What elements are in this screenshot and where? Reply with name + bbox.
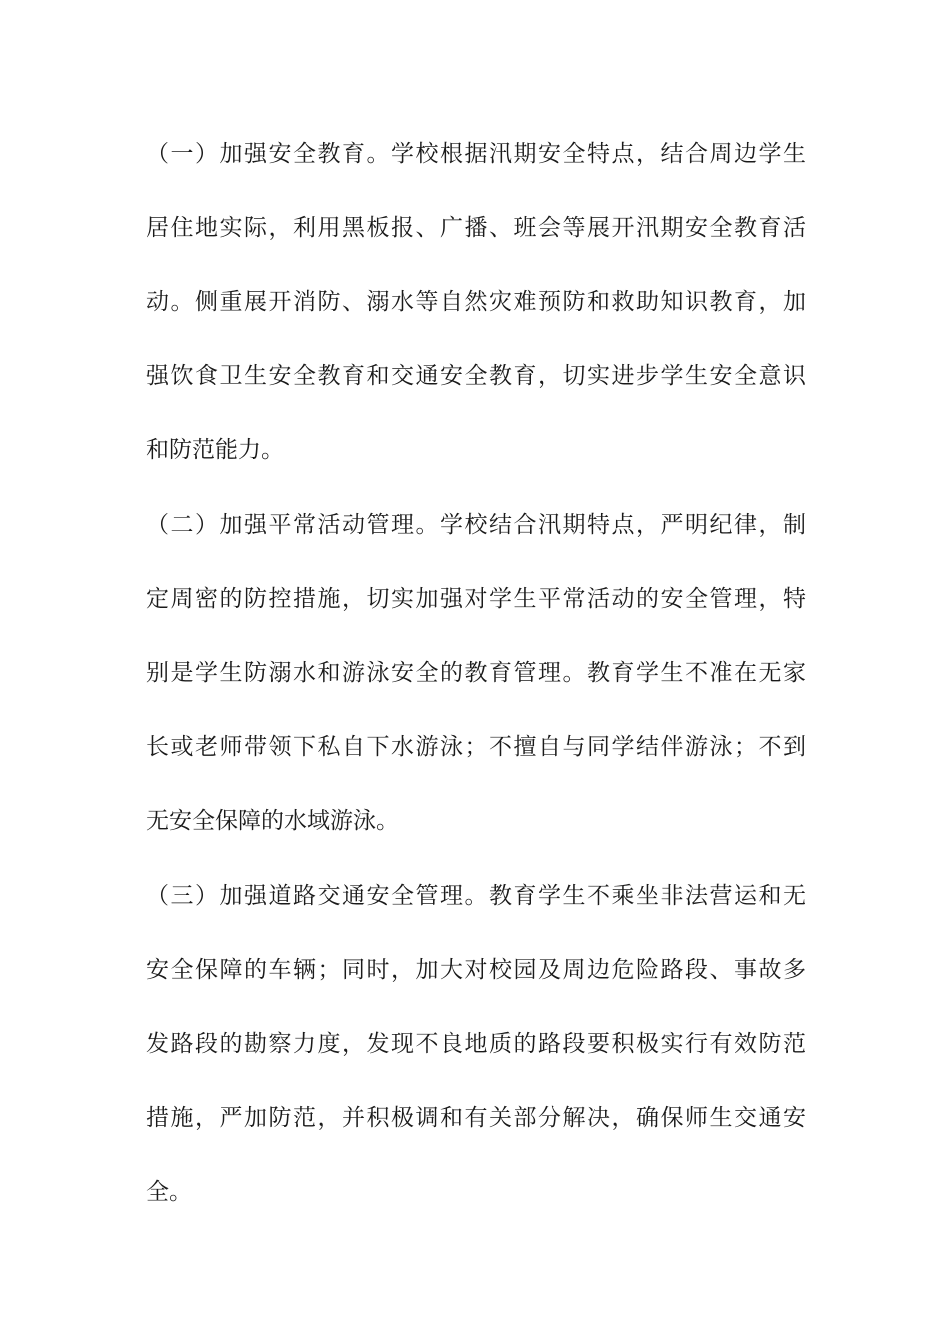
paragraph-2-line-3: 别是学生防溺水和游泳安全的教育管理。教育学生不准在无家 bbox=[146, 660, 806, 686]
paragraph-3-line-4: 措施，严加防范，并积极调和有关部分解决，确保师生交通安 bbox=[146, 1105, 806, 1131]
paragraph-2-line-2: 定周密的防控措施，切实加强对学生平常活动的安全管理，特 bbox=[146, 586, 806, 612]
paragraph-3-line-2: 安全保障的车辆；同时，加大对校园及周边危险路段、事故多 bbox=[146, 957, 806, 983]
paragraph-1-line-2: 居住地实际，利用黑板报、广播、班会等展开汛期安全教育活 bbox=[146, 215, 806, 241]
paragraph-2-line-1: （二）加强平常活动管理。学校结合汛期特点，严明纪律，制 bbox=[146, 512, 806, 538]
paragraph-1-line-1: （一）加强安全教育。学校根据汛期安全特点，结合周边学生 bbox=[146, 141, 806, 167]
paragraph-3-line-1: （三）加强道路交通安全管理。教育学生不乘坐非法营运和无 bbox=[146, 883, 806, 909]
paragraph-1-line-3: 动。侧重展开消防、溺水等自然灾难预防和救助知识教育，加 bbox=[146, 289, 806, 315]
paragraph-2-line-5: 无安全保障的水域游泳。 bbox=[146, 808, 399, 834]
paragraph-1-line-5: 和防范能力。 bbox=[146, 437, 284, 463]
paragraph-1-line-4: 强饮食卫生安全教育和交通安全教育，切实进步学生安全意识 bbox=[146, 363, 806, 389]
paragraph-3-line-5: 全。 bbox=[146, 1179, 192, 1205]
paragraph-3-line-3: 发路段的勘察力度，发现不良地质的路段要积极实行有效防范 bbox=[146, 1031, 806, 1057]
paragraph-2-line-4: 长或老师带领下私自下水游泳；不擅自与同学结伴游泳；不到 bbox=[146, 734, 806, 760]
